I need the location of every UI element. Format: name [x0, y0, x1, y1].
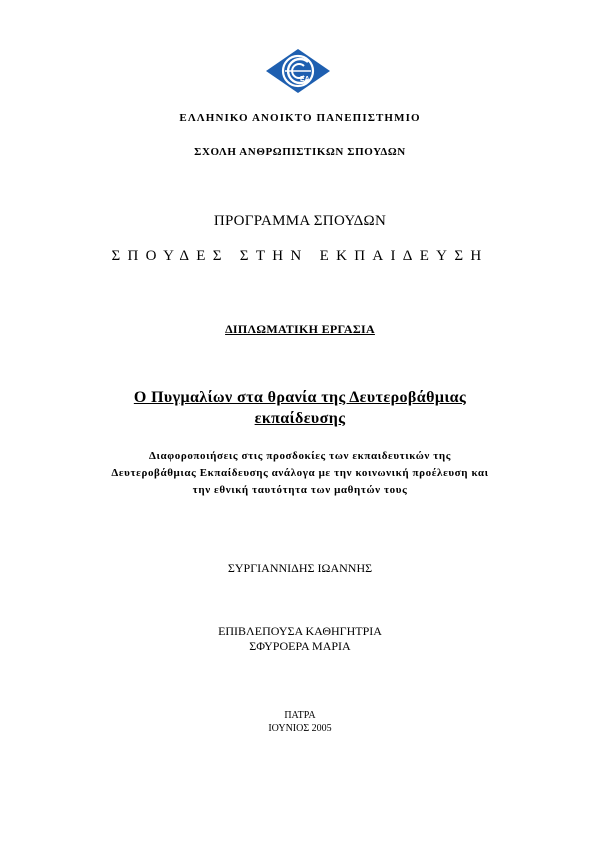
thesis-subtitle-line1: Διαφοροποιήσεις στις προσδοκίες των εκπαιδευτικών της	[149, 450, 451, 462]
thesis-subtitle-line2: Δευτεροβάθμιας Εκπαίδευσης ανάλογα με την κοινωνική προέλευση και	[111, 467, 489, 479]
university-emblem-icon	[265, 48, 331, 94]
program-name: ΣΠΟΥΔΕΣ ΣΤΗΝ ΕΚΠΑΙΔΕΥΣΗ	[111, 248, 489, 264]
svg-text:ΕΑ: ΕΑ	[300, 76, 310, 83]
university-name: ΕΛΛΗΝΙΚΟ ΑΝΟΙΚΤΟ ΠΑΝΕΠΙΣΤΗΜΙΟ	[179, 112, 421, 124]
program-label: ΠΡΟΓΡΑΜΜΑ ΣΠΟΥΔΩΝ	[213, 213, 387, 229]
school-name: ΣΧΟΛΗ ΑΝΘΡΩΠΙΣΤΙΚΩΝ ΣΠΟΥΔΩΝ	[194, 146, 406, 158]
thesis-title-line1: Ο Πυγμαλίων στα θρανία της Δευτεροβάθμιας	[133, 389, 467, 406]
supervisor-label: ΕΠΙΒΛΕΠΟΥΣΑ ΚΑΘΗΓΗΤΡΙΑ	[218, 624, 382, 638]
thesis-title-line2: εκπαίδευσης	[254, 410, 346, 427]
date: ΙΟΥΝΙΟΣ 2005	[268, 723, 332, 734]
city: ΠΑΤΡΑ	[284, 710, 316, 721]
thesis-subtitle-line3: την εθνική ταυτότητα των μαθητών τους	[192, 484, 408, 496]
author-name: ΣΥΡΓΙΑΝΝΙΔΗΣ ΙΩΑΝΝΗΣ	[227, 561, 373, 575]
thesis-type: ΔΙΠΛΩΜΑΤΙΚΗ ΕΡΓΑΣΙΑ	[225, 322, 375, 336]
supervisor-name: ΣΦΥΡΟΕΡΑ ΜΑΡΙΑ	[249, 639, 351, 653]
